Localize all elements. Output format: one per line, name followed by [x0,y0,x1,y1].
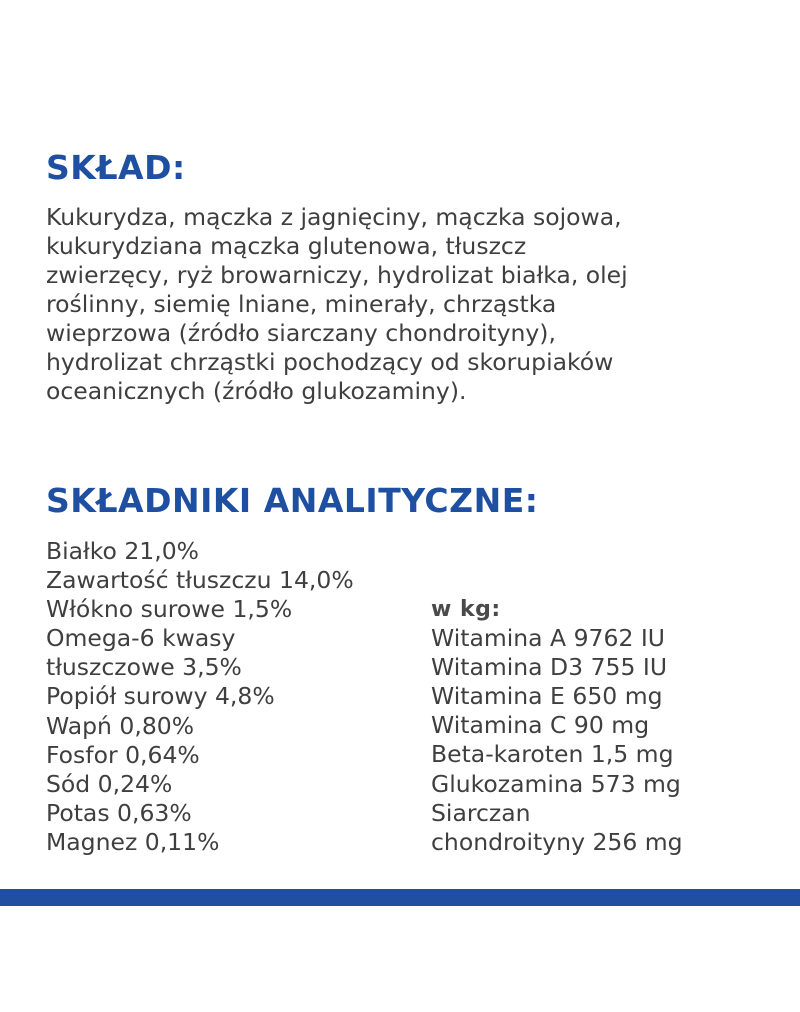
composition-text [46,203,786,406]
analytical-heading: SKŁADNIKI ANALITYCZNE: [46,481,539,520]
composition-line: oceanicznych (źródło glukozaminy). [46,377,467,405]
list-item: Witamina E 650 mg [431,682,663,711]
list-item: Wapń 0,80% [46,711,195,740]
footer-accent-bar [0,889,800,906]
list-item: Witamina A 9762 IU [431,624,666,653]
list-item: tłuszczowe 3,5% [46,653,242,682]
list-item: Omega-6 kwasy [46,624,236,653]
list-item: Magnez 0,11% [46,827,220,856]
list-item: Witamina D3 755 IU [431,653,668,682]
list-item: Glukozamina 573 mg [431,769,681,798]
list-item: chondroityny 256 mg [431,827,683,856]
per-kg-label: w kg: [431,597,501,622]
list-item: Fosfor 0,64% [46,740,200,769]
composition-line: zwierzęcy, ryż browarniczy, hydrolizat białka, olej [46,261,628,289]
analytical-constituents-list [46,537,354,857]
list-item: Zawartość tłuszczu 14,0% [46,566,354,595]
list-item: Beta-karoten 1,5 mg [431,740,674,769]
list-item: Sód 0,24% [46,769,173,798]
additives-per-kg-list [431,595,683,857]
composition-line: wieprzowa (źródło siarczany chondroityny), [46,319,556,347]
list-item: Witamina C 90 mg [431,711,650,740]
composition-line: kukurydziana mączka glutenowa, tłuszcz [46,232,527,260]
composition-line: hydrolizat chrząstki pochodzący od skorupiaków [46,348,614,376]
list-item: Potas 0,63% [46,798,192,827]
list-item: Włókno surowe 1,5% [46,595,293,624]
composition-line: Kukurydza, mączka z jagnięciny, mączka sojowa, [46,203,622,231]
list-item: Popiół surowy 4,8% [46,682,275,711]
composition-heading: SKŁAD: [46,148,186,187]
composition-line: roślinny, siemię lniane, minerały, chrząstka [46,290,557,318]
list-item: Siarczan [431,798,531,827]
list-item: Białko 21,0% [46,537,200,565]
